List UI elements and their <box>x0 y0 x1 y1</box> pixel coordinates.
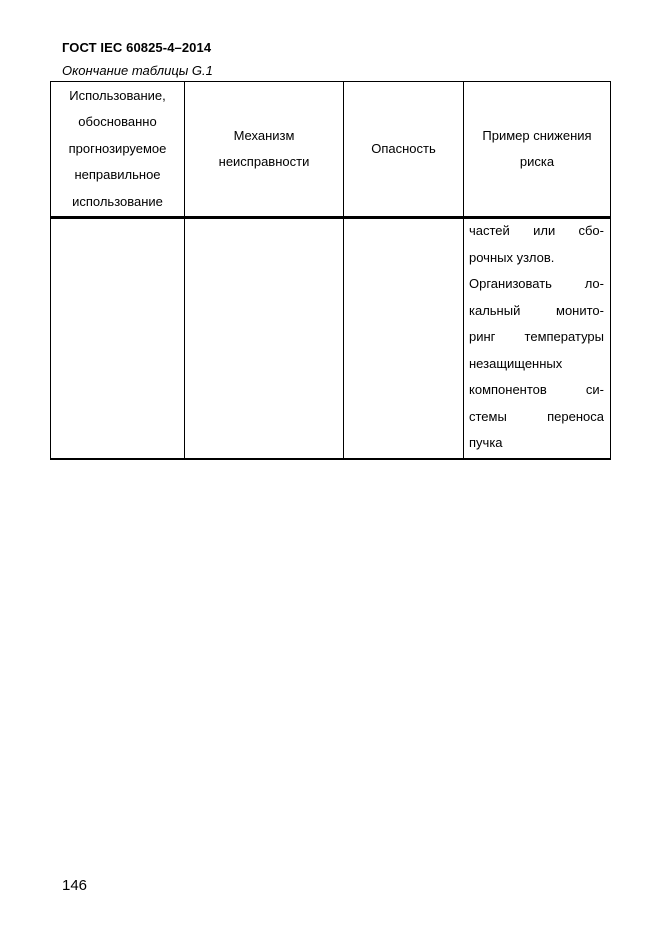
cell-text-line <box>469 378 604 405</box>
cell-text-line <box>469 219 604 246</box>
column-header-line: Использование, <box>69 87 166 103</box>
cell-text-line: незащищенных <box>469 355 563 371</box>
column-header-use <box>51 82 185 218</box>
column-header-example <box>464 82 611 218</box>
cell-word: си- <box>585 382 604 397</box>
column-header-line: Опасность <box>371 140 436 156</box>
column-header-line: Механизм <box>233 127 295 143</box>
cell-word: ринг <box>469 329 496 344</box>
table-header-row <box>51 82 611 218</box>
column-header-line: неисправности <box>218 154 310 169</box>
column-header-line: Пример снижения <box>482 127 592 143</box>
page-number: 146 <box>62 877 88 894</box>
cell-word: монито- <box>556 302 604 318</box>
cell-text-line <box>469 325 604 352</box>
cell-text-line <box>469 299 604 326</box>
cell-word: сбо- <box>578 223 604 238</box>
cell-mechanism <box>185 218 344 459</box>
cell-word: кальный <box>469 302 521 318</box>
column-header-line: прогнозируемое <box>68 140 167 156</box>
column-header-line: риска <box>519 154 555 169</box>
column-header-line: неправильное <box>74 167 161 183</box>
cell-word: ло- <box>584 276 604 291</box>
column-header-hazard <box>344 82 464 218</box>
table-caption: Окончание таблицы G.1 <box>62 63 213 78</box>
cell-use <box>51 218 185 459</box>
cell-word: Организовать <box>469 276 552 291</box>
cell-risk-example <box>464 218 611 459</box>
table-row <box>51 218 611 459</box>
cell-text-line: рочных узлов. <box>469 249 555 265</box>
cell-text-line: пучка <box>469 435 503 450</box>
column-header-line: обоснованно <box>78 114 157 130</box>
cell-text-line <box>469 272 604 299</box>
cell-word: частей <box>469 223 510 238</box>
cell-word: компонентов <box>469 382 547 397</box>
column-header-mechanism <box>185 82 344 218</box>
cell-word: стемы <box>469 408 507 424</box>
cell-word: переноса <box>547 408 604 424</box>
document-code: ГОСТ IEC 60825-4–2014 <box>62 40 212 55</box>
data-table <box>50 81 611 460</box>
cell-text-line <box>469 405 604 432</box>
column-header-line: использование <box>72 193 163 209</box>
cell-word: температуры <box>524 329 604 344</box>
cell-hazard <box>344 218 464 459</box>
cell-word: или <box>533 223 556 238</box>
